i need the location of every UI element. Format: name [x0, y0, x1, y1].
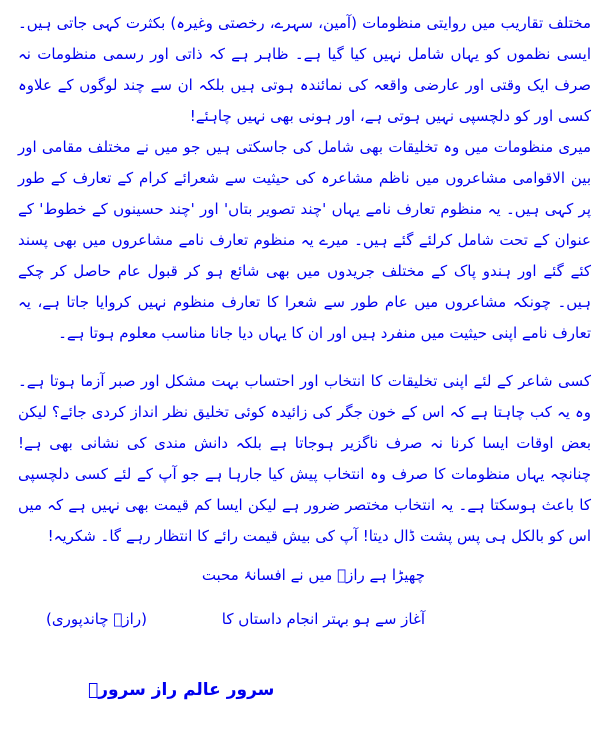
author-signature: سرور عالم راز سرورؔ	[88, 680, 275, 700]
verse-line-2: آغاز سے ہو بہتر انجام داستاں کا	[221, 610, 425, 628]
paragraph-poetic-introductions: میری منظومات میں وہ تخلیقات بھی شامل کی جاسکتی ہیں جو میں نے مختلف مقامی اور بین الاقوامی مشاعروں میں ناظم مشاعرہ کی حیثیت سے شعرائے کرام کے تعارف کے طور پر کہی ہیں۔ یہ منظوم تعارف نامے یہاں 'چند تصویر بتاں' اور 'چند حسینوں کے خطوط' کے عنوان کے تحت شامل کرلئے گئے ہیں۔ میرے یہ منظوم تعارف نامے مشاعروں میں بھی پسند کئے گئے اور ہندو پاک کے مختلف جریدوں میں بھی شائع ہو کر قبول عام حاصل کر چکے ہیں۔ چونکہ مشاعروں میں عام طور سے شعرا کا تعارف منظوم نہیں کروایا جاتا ہے، یہ تعارف نامے اپنی حیثیت میں منفرد ہیں اور ان کا یہاں دیا جانا مناسب معلوم ہوتا ہے۔	[18, 138, 591, 342]
verse-attribution: (رازؔ چاندپوری)	[46, 610, 147, 628]
paragraph-traditional-poems: مختلف تقاریب میں روایتی منظومات (آمین، سہرے، رخصتی وغیرہ) بکثرت کہی جاتی ہیں۔ ایسی نظموں کو یہاں شامل نہیں کیا گیا ہے۔ ظاہر ہے کہ ذاتی اور رسمی منظومات نہ صرف ایک وقتی اور عارضی واقعہ کی نمائندہ ہوتی ہیں بلکہ ان سے چند لوگوں کے علاوہ کسی اور کو دلچسپی نہیں ہوتی ہے، اور ہونی بھی نہیں چاہئے!	[18, 14, 591, 125]
paragraph-selection-note: کسی شاعر کے لئے اپنی تخلیقات کا انتخاب اور احتساب بہت مشکل اور صبر آزما ہوتا ہے۔ وہ یہ کب چاہتا ہے کہ اس کے خون جگر کی زائیدہ کوئی تخلیق نظر انداز کردی جائے؟ لیکن بعض اوقات ایسا کرنا نہ صرف ناگزیر ہوجاتا ہے بلکہ دانش مندی کی نشانی بھی ہے! چنانچہ یہاں منظومات کا صرف وہ انتخاب پیش کیا جارہا ہے جو آپ کے لئے کسی دلچسپی کا باعث ہوسکتا ہے۔ یہ انتخاب مختصر ضرور ہے لیکن ایسا کم قیمت بھی نہیں ہے کہ میں اس کو بالکل ہی پس پشت ڈال دیتا! آپ کی بیش قیمت رائے کا انتظار رہے گا۔ شکریہ!	[18, 372, 591, 545]
verse-line-1: چھیڑا ہے رازؔ میں نے افسانۂ محبت	[201, 566, 425, 584]
